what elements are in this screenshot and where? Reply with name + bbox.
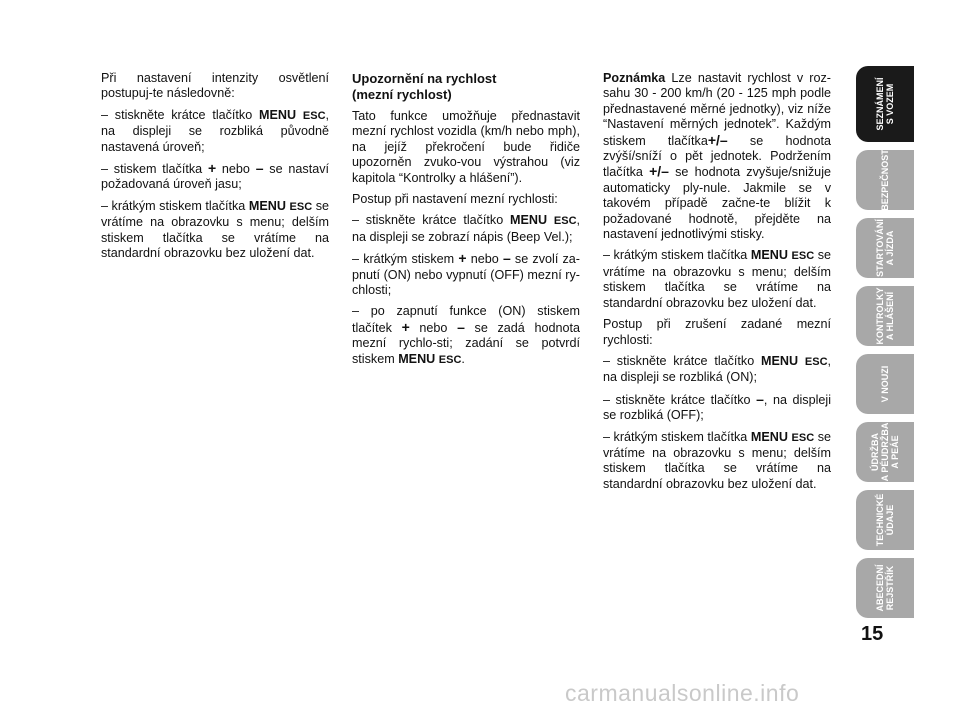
tab-label: TECHNICKÉ ÚDAJE xyxy=(875,493,895,547)
plus-symbol: + xyxy=(401,318,410,335)
paragraph xyxy=(603,71,831,242)
plus-minus-symbol: +/– xyxy=(707,131,728,148)
paragraph xyxy=(352,304,580,368)
text: nebo xyxy=(216,162,256,177)
tab-abecedni-rejstrik[interactable] xyxy=(856,558,914,618)
heading-line: (mezní rychlost) xyxy=(352,87,452,102)
tab-label: STARTOVÁNÍ A JÍZDA xyxy=(875,219,895,277)
chapter-tabs xyxy=(856,66,914,626)
watermark: carmanualsonline.info xyxy=(565,680,800,706)
esc-label: ESC xyxy=(438,353,462,366)
text: – krátkým stiskem tlačítka xyxy=(603,248,751,263)
section-heading xyxy=(352,71,580,103)
paragraph xyxy=(352,213,580,245)
text: se nastaví požadovaná úroveň jasu; xyxy=(101,162,329,192)
plus-minus-symbol: +/– xyxy=(649,163,669,180)
text: – stiskněte krátce tlačítko xyxy=(352,213,511,228)
tab-bezpecnost[interactable] xyxy=(856,150,914,210)
paragraph xyxy=(603,248,831,311)
paragraph xyxy=(603,354,831,386)
text: – krátkým stiskem tlačítka xyxy=(603,429,751,444)
text: nebo xyxy=(409,320,458,335)
text: nebo xyxy=(466,252,503,267)
tab-startovani-a-jizda[interactable] xyxy=(856,218,914,278)
text: , na displeji se zobrazí nápis (Beep Vel.); xyxy=(352,213,581,244)
minus-symbol: – xyxy=(756,390,764,407)
text: se vrátíme na obrazovku s menu; delším stiskem tlačítka se vrátíme na standardní obrazovku bez uložení dat. xyxy=(101,198,329,261)
paragraph: Postup při zrušení zadané mezní rychlosti: xyxy=(603,317,831,347)
tab-technicke-udaje[interactable] xyxy=(856,490,914,550)
paragraph: Postup při nastavení mezní rychlosti: xyxy=(352,192,558,207)
minus-symbol: – xyxy=(255,160,264,177)
esc-label: ESC xyxy=(302,109,326,122)
menu-label: MENU xyxy=(761,353,799,368)
menu-label: MENU xyxy=(750,248,788,263)
menu-label: MENU xyxy=(259,107,297,122)
esc-label: ESC xyxy=(553,215,577,228)
menu-label: MENU xyxy=(248,198,286,213)
minus-symbol: – xyxy=(502,250,511,267)
column-3 xyxy=(603,71,831,498)
text: se zadá hodnota mezní rychlo-sti; zadání se potvrdí stiskem xyxy=(352,320,580,366)
text: se vrátíme na obrazovku s menu; delším stiskem tlačítka se vrátíme na standardní obrazovku bez uložení dat. xyxy=(603,429,831,491)
paragraph: Při nastavení intenzity osvětlení postupuj-te následovně: xyxy=(101,71,329,101)
paragraph xyxy=(101,108,329,155)
minus-symbol: – xyxy=(457,318,465,335)
text: – po zapnutí funkce (ON) stiskem tlačítek xyxy=(352,304,580,335)
paragraph xyxy=(101,161,329,193)
column-1 xyxy=(101,71,329,267)
paragraph: Tato funkce umožňuje přednastavit mezní rychlost vozidla (km/h nebo mph), na jejíž překročení bude řidiče upozorněn zvuko-vou výstrahou (viz kapitola “Kontrolky a hlášení”). xyxy=(352,109,580,185)
tab-udrzba[interactable] xyxy=(856,422,914,482)
menu-label: MENU xyxy=(398,351,436,366)
menu-label: MENU xyxy=(750,429,788,444)
esc-label: ESC xyxy=(791,250,815,263)
tab-label: SEZNÁMENÍ S VOZEM xyxy=(875,77,895,131)
tab-kontrolky-a-hlaseni[interactable] xyxy=(856,286,914,346)
paragraph xyxy=(352,251,580,298)
text: , na displeji se rozbliká (ON); xyxy=(603,353,832,385)
column-2 xyxy=(352,71,580,374)
paragraph xyxy=(603,430,831,493)
plus-symbol: + xyxy=(207,160,217,177)
esc-label: ESC xyxy=(289,200,313,213)
page-number: 15 xyxy=(861,623,884,645)
esc-label: ESC xyxy=(804,355,828,368)
tab-label: V NOUZI xyxy=(880,365,890,403)
text: , na displeji se rozbliká (OFF); xyxy=(603,392,831,423)
tab-label: ABECEDNÍ REJSTŘÍK xyxy=(875,564,895,612)
text: , na displeji se rozbliká původně nastavená úroveň; xyxy=(101,107,330,154)
menu-label: MENU xyxy=(510,213,548,228)
text: se vrátíme na obrazovku s menu; delším stiskem tlačítka se vrátíme na standardní obrazovku bez uložení dat. xyxy=(603,248,831,310)
tab-label: KONTROLKY A HLÁŠENÍ xyxy=(875,287,895,345)
text: se hodnota zvyšuje/snižuje automaticky ply-nule. Jakmile se v takovém případě začne-te blížit k požadované hodnotě, přejděte na nastavení jednotlivými stisky. xyxy=(603,165,831,242)
text: se hodnota zvýší/sníží o pět jednotek. Podržením tlačítka xyxy=(603,133,831,180)
tab-label: ÚDRŽBA A PÉUDRŽBA A PEÁE xyxy=(870,422,900,482)
heading-line: Upozornění na rychlost xyxy=(352,71,497,86)
text: – stiskněte krátce tlačítko xyxy=(101,107,260,122)
text: – krátkým stiskem tlačítka xyxy=(101,198,249,213)
text: – krátkým stiskem xyxy=(352,252,459,267)
text: se zvolí za-pnutí (ON) nebo vypnutí (OFF) mezní ry-chlosti; xyxy=(352,252,581,298)
text: Lze nastavit rychlost v roz-sahu 30 - 200 km/h (20 - 125 mph podle přednastavené měrné jednotky), viz níže “Nastavení měrných jednotek”. Každým stiskem tlačítka xyxy=(603,71,831,148)
tab-seznameni-s-vozem[interactable] xyxy=(856,66,914,142)
text: – stiskem tlačítka xyxy=(101,162,208,177)
esc-label: ESC xyxy=(791,431,815,444)
text: – stiskněte krátce tlačítko xyxy=(603,353,762,368)
tab-v-nouzi[interactable] xyxy=(856,354,914,414)
tab-label: BEZPEČNOST xyxy=(880,149,890,211)
paragraph xyxy=(101,199,329,262)
plus-symbol: + xyxy=(458,250,467,267)
paragraph xyxy=(603,392,831,424)
text: . xyxy=(461,351,465,366)
note-label: Poznámka xyxy=(603,71,666,85)
text: – stiskněte krátce tlačítko xyxy=(603,392,757,407)
